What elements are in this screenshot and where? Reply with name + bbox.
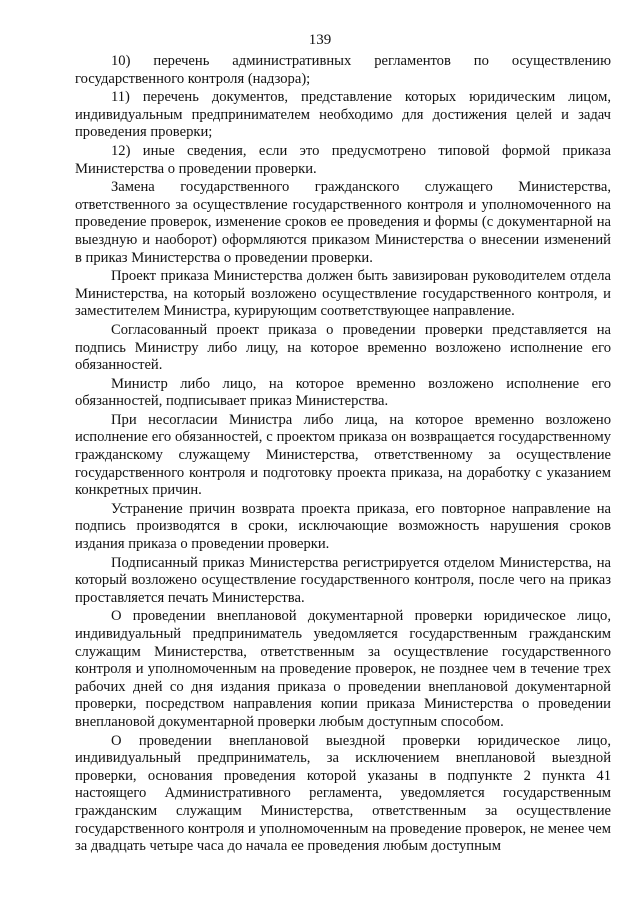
list-item-12: 12) иные сведения, если это предусмотрено типовой формой приказа Министерства о проведении проверки. xyxy=(75,142,611,177)
document-body xyxy=(75,53,611,856)
paragraph-minister-signs: Министр либо лицо, на которое временно возложено исполнение его обязанностей, подписывает приказ Министерства. xyxy=(75,375,611,410)
list-item-11: 11) перечень документов, представление которых юридическим лицом, индивидуальным предпринимателем необходимо для достижения целей и задач проведения проверки; xyxy=(75,89,611,141)
paragraph-registration: Подписанный приказ Министерства регистрируется отделом Министерства, на который возложено осуществление государственного контроля, после чего на приказ проставляется печать Министерства. xyxy=(75,554,611,606)
list-item-10: 10) перечень административных регламентов по осуществлению государственного контроля (надзора); xyxy=(75,53,611,87)
paragraph-unscheduled-documentary-notice: О проведении внеплановой документарной проверки юридическое лицо, индивидуальный предприниматель уведомляется государственным гражданским служащим Министерства, ответственным за осуществление государственного контроля и уполномоченным на проведение проверок, не позднее чем в течение трех рабочих дней со дня издания приказа о проведении внеплановой документарной проверки, посредством направления копии приказа Министерства о проведении внеплановой документарной проверки любым доступным способом. xyxy=(75,608,611,730)
paragraph-draft-order-approval: Проект приказа Министерства должен быть завизирован руководителем отдела Министерства, на который возложено осуществление государственного контроля, и заместителем Министра, курирующим соответствующее направление. xyxy=(75,268,611,320)
paragraph-unscheduled-field-notice: О проведении внеплановой выездной проверки юридическое лицо, индивидуальный предприниматель, за исключением внеплановой выездной проверки, основания проведения которой указаны в подпункте 2 пункта 41 настоящего Административного регламента, уведомляется государственным гражданским служащим Министерства, ответственным за осуществление государственного контроля и уполномоченным на проведение проверок, не менее чем за двадцать четыре часа до начала ее проведения любым доступным xyxy=(75,732,611,855)
page-number: 139 xyxy=(308,32,332,48)
paragraph-replacement-of-servant: Замена государственного гражданского служащего Министерства, ответственного за осуществление государственного контроля и уполномоченного на проведение проверок, изменение сроков ее проведения и формы (с документарной на выездную и наоборот) оформляются приказом Министерства о внесении изменений в приказ Министерства о проведении проверки. xyxy=(75,179,611,266)
paragraph-disagreement-return: При несогласии Министра либо лица, на которое временно возложено исполнение его обязанностей, с проектом приказа он возвращается государственному гражданскому служащему Министерства, ответственному за осуществление государственного контроля и подготовку проекта приказа, на доработку с указанием конкретных причин. xyxy=(75,411,611,499)
paragraph-submission-for-signature: Согласованный проект приказа о проведении проверки представляется на подпись Министру либо лицу, на которое временно возложено исполнение его обязанностей. xyxy=(75,321,611,374)
paragraph-resubmission: Устранение причин возврата проекта приказа, его повторное направление на подпись производятся в сроки, исключающие возможность нарушения сроков издания приказа о проведении проверки. xyxy=(75,500,611,553)
